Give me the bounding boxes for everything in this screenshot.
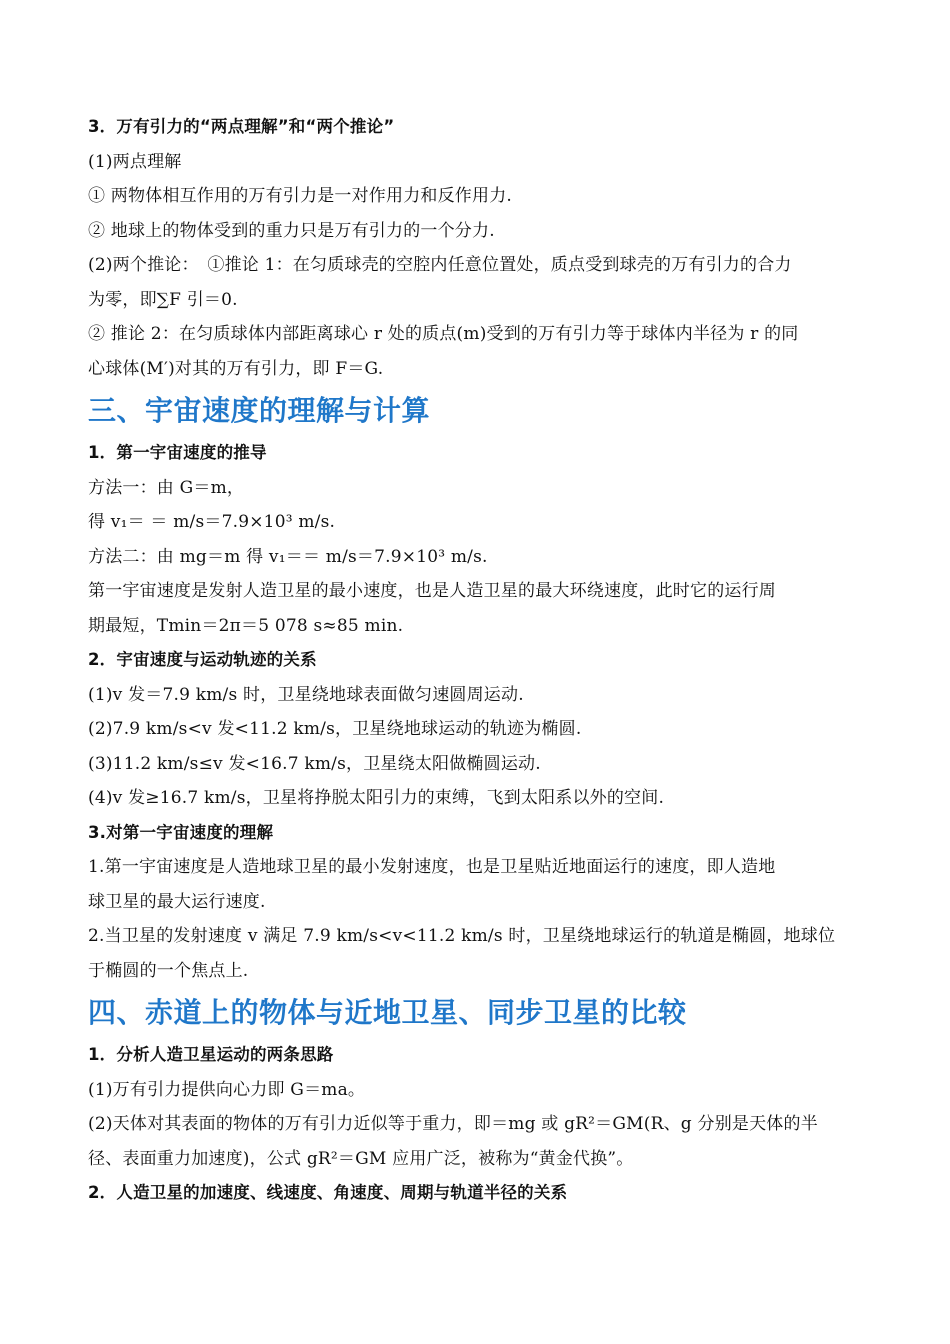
paragraph: 心球体(M′)对其的万有引力，即 F＝G. [88, 358, 384, 379]
paragraph: 1.第一宇宙速度是人造地球卫星的最小发射速度，也是卫星贴近地面运行的速度，即人造地 [88, 857, 776, 877]
paragraph: ① 两物体相互作用的万有引力是一对作用力和反作用力. [88, 186, 513, 206]
paragraph: 球卫星的最大运行速度. [88, 891, 266, 912]
paragraph: 径、表面重力加速度)，公式 gR²＝GM 应用广泛，被称为“黄金代换”。 [88, 1148, 634, 1169]
paragraph: 第一宇宙速度是发射人造卫星的最小速度，也是人造卫星的最大环绕速度，此时它的运行周 [88, 581, 776, 601]
paragraph: 得 v₁＝ ＝ m/s＝7.9×10³ m/s. [88, 512, 336, 532]
chapter-title: 三、宇宙速度的理解与计算 [88, 394, 431, 427]
paragraph: 2.当卫星的发射速度 v 满足 7.9 km/s<v<11.2 km/s 时，卫星绕地球运行的轨道是椭圆，地球位 [88, 926, 836, 946]
section-heading: 1．分析人造卫星运动的两条思路 [88, 1045, 334, 1064]
section-heading: 2．人造卫星的加速度、线速度、角速度、周期与轨道半径的关系 [88, 1183, 568, 1202]
paragraph: (2)7.9 km/s<v 发<11.2 km/s，卫星绕地球运动的轨迹为椭圆. [88, 719, 582, 739]
paragraph: ② 推论 2：在匀质球体内部距离球心 r 处的质点(m)受到的万有引力等于球体内半径为 r 的同 [88, 324, 799, 344]
paragraph: (4)v 发≥16.7 km/s，卫星将挣脱太阳引力的束缚，飞到太阳系以外的空间. [88, 788, 665, 808]
section-heading: 1．第一宇宙速度的推导 [88, 443, 267, 462]
paragraph: 方法一：由 G＝m， [88, 477, 245, 498]
paragraph: (1)万有引力提供向心力即 G＝ma。 [88, 1079, 366, 1100]
chapter-title: 四、赤道上的物体与近地卫星、同步卫星的比较 [88, 996, 687, 1029]
document-page [88, 108, 864, 1211]
section-heading: 2．宇宙速度与运动轨迹的关系 [88, 650, 317, 669]
paragraph: ② 地球上的物体受到的重力只是万有引力的一个分力. [88, 220, 495, 241]
paragraph: (2)天体对其表面的物体的万有引力近似等于重力，即＝mg 或 gR²＝GM(R、g 分别是天体的半 [88, 1114, 818, 1134]
paragraph: (1)两点理解 [88, 151, 182, 172]
section-heading: 3.对第一宇宙速度的理解 [88, 822, 274, 842]
paragraph: 期最短，Tmin＝2π＝5 078 s≈85 min. [88, 615, 404, 636]
paragraph: (1)v 发＝7.9 km/s 时，卫星绕地球表面做匀速圆周运动. [88, 684, 524, 705]
paragraph: (2)两个推论： ①推论 1：在匀质球壳的空腔内任意位置处，质点受到球壳的万有引力的合力 [88, 255, 792, 275]
paragraph: 于椭圆的一个焦点上. [88, 960, 249, 981]
paragraph: 为零，即∑F 引＝0. [88, 289, 238, 310]
section-heading: 3．万有引力的“两点理解”和“两个推论” [88, 117, 395, 136]
paragraph: (3)11.2 km/s≤v 发<16.7 km/s，卫星绕太阳做椭圆运动. [88, 753, 541, 774]
paragraph: 方法二：由 mg＝m 得 v₁＝＝ m/s＝7.9×10³ m/s. [88, 546, 488, 567]
